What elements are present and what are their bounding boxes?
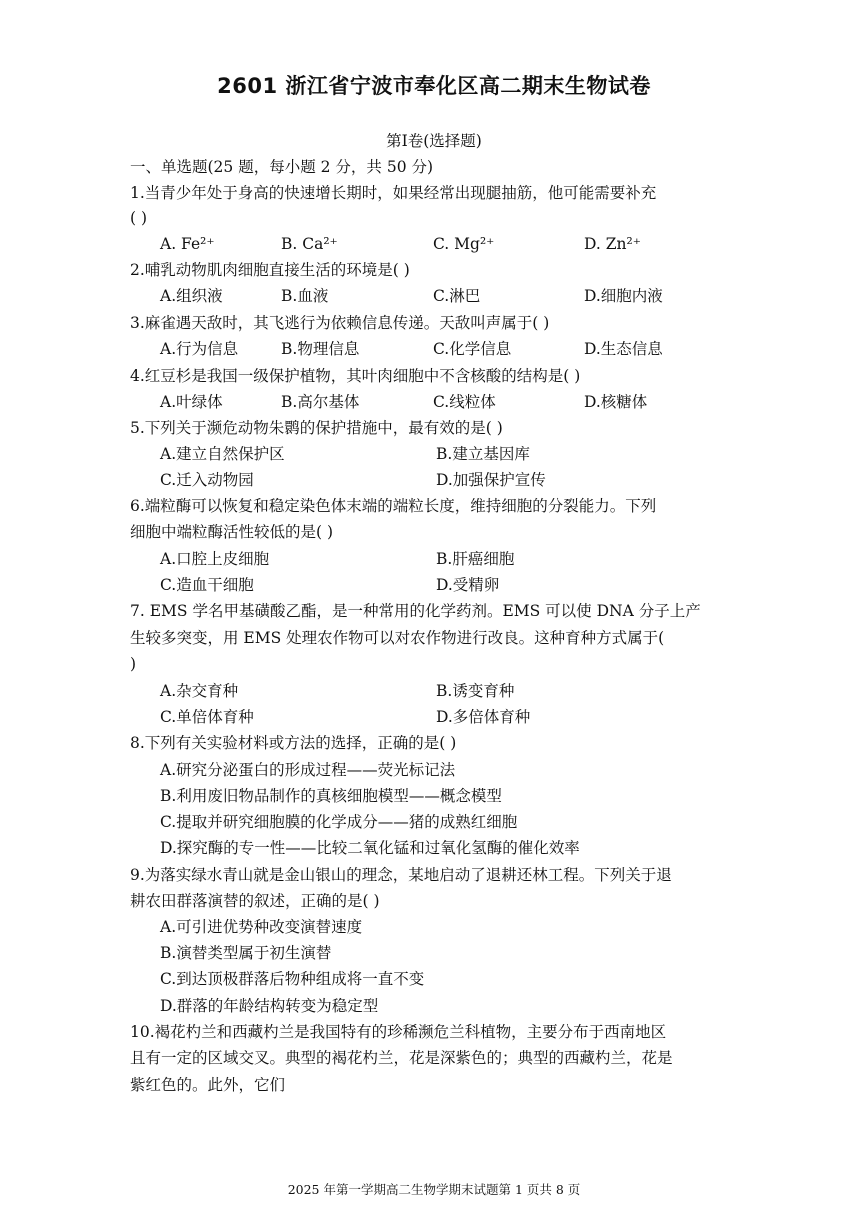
q4-option-a: A.叶绿体	[160, 393, 223, 411]
question-2-line-1: 2.哺乳动物肌肉细胞直接生活的环境是( )	[130, 261, 410, 279]
question-7-line-3: )	[130, 655, 137, 673]
question-7-line-2: 生较多突变，用 EMS 处理农作物可以对农作物进行改良。这种育种方式属于(	[130, 629, 665, 647]
question-5-line-1: 5.下列关于濒危动物朱鹮的保护措施中，最有效的是( )	[130, 419, 503, 437]
question-3-line-1: 3.麻雀遇天敌时，其飞逃行为依赖信息传递。天敌叫声属于( )	[130, 314, 550, 332]
question-9-line-1: 9.为落实绿水青山就是金山银山的理念，某地启动了退耕还林工程。下列关于退	[130, 866, 672, 884]
section-heading: 一、单选题(25 题，每小题 2 分，共 50 分)	[130, 158, 434, 176]
question-10-line-1: 10.褐花杓兰和西藏杓兰是我国特有的珍稀濒危兰科植物，主要分布于西南地区	[130, 1023, 667, 1041]
q1-option-b: B. Ca²⁺	[281, 235, 338, 253]
q9-option-c: C.到达顶极群落后物种组成将一直不变	[160, 970, 425, 988]
q1-option-d: D. Zn²⁺	[584, 235, 641, 253]
page-footer: 2025 年第一学期高二生物学期末试题第 1 页共 8 页	[287, 1182, 581, 1197]
volume-heading: 第Ⅰ卷(选择题)	[386, 132, 482, 150]
q7-option-c: C.单倍体育种	[160, 708, 254, 726]
q5-option-d: D.加强保护宣传	[436, 471, 546, 489]
q8-option-c: C.提取并研究细胞膜的化学成分——猪的成熟红细胞	[160, 813, 518, 831]
q1-option-a: A. Fe²⁺	[160, 235, 215, 253]
q2-option-a: A.组织液	[160, 287, 223, 305]
q2-option-c: C.淋巴	[433, 287, 481, 305]
q7-option-b: B.诱变育种	[436, 682, 515, 700]
exam-title: 2601 浙江省宁波市奉化区高二期末生物试卷	[217, 74, 651, 98]
q7-option-a: A.杂交育种	[160, 682, 239, 700]
q1-option-c: C. Mg²⁺	[433, 235, 495, 253]
question-8-line-1: 8.下列有关实验材料或方法的选择，正确的是( )	[130, 734, 457, 752]
q9-option-d: D.群落的年龄结构转变为稳定型	[160, 997, 379, 1015]
q3-option-d: D.生态信息	[584, 340, 663, 358]
q6-option-c: C.造血干细胞	[160, 576, 254, 594]
q6-option-d: D.受精卵	[436, 576, 500, 594]
q4-option-b: B.高尔基体	[281, 393, 360, 411]
q2-option-b: B.血液	[281, 287, 329, 305]
q6-option-b: B.肝癌细胞	[436, 550, 515, 568]
question-1-line-2: ( )	[130, 209, 148, 227]
question-9-line-2: 耕农田群落演替的叙述，正确的是( )	[130, 892, 380, 910]
q8-option-a: A.研究分泌蛋白的形成过程——荧光标记法	[160, 761, 456, 779]
q2-option-d: D.细胞内液	[584, 287, 663, 305]
q3-option-a: A.行为信息	[160, 340, 239, 358]
question-10-line-3: 紫红色的。此外，它们	[130, 1076, 286, 1094]
q4-option-d: D.核糖体	[584, 393, 648, 411]
q8-option-b: B.利用废旧物品制作的真核细胞模型——概念模型	[160, 787, 502, 805]
q9-option-b: B.演替类型属于初生演替	[160, 944, 332, 962]
question-4-line-1: 4.红豆杉是我国一级保护植物，其叶肉细胞中不含核酸的结构是( )	[130, 367, 581, 385]
q4-option-c: C.线粒体	[433, 393, 496, 411]
question-6-line-2: 细胞中端粒酶活性较低的是( )	[130, 523, 334, 541]
q6-option-a: A.口腔上皮细胞	[160, 550, 270, 568]
q7-option-d: D.多倍体育种	[436, 708, 531, 726]
q9-option-a: A.可引进优势种改变演替速度	[160, 918, 363, 936]
question-10-line-2: 且有一定的区域交叉。典型的褐花杓兰，花是深紫色的；典型的西藏杓兰，花是	[130, 1049, 673, 1067]
q3-option-b: B.物理信息	[281, 340, 360, 358]
q8-option-d: D.探究酶的专一性——比较二氧化锰和过氧化氢酶的催化效率	[160, 839, 580, 857]
q5-option-b: B.建立基因库	[436, 445, 530, 463]
q5-option-a: A.建立自然保护区	[160, 445, 285, 463]
q3-option-c: C.化学信息	[433, 340, 512, 358]
question-7-line-1: 7. EMS 学名甲基磺酸乙酯，是一种常用的化学药剂。EMS 可以使 DNA 分子上产	[130, 602, 701, 620]
question-1-line-1: 1.当青少年处于身高的快速增长期时，如果经常出现腿抽筋，他可能需要补充	[130, 184, 657, 202]
q5-option-c: C.迁入动物园	[160, 471, 254, 489]
question-6-line-1: 6.端粒酶可以恢复和稳定染色体末端的端粒长度，维持细胞的分裂能力。下列	[130, 497, 657, 515]
